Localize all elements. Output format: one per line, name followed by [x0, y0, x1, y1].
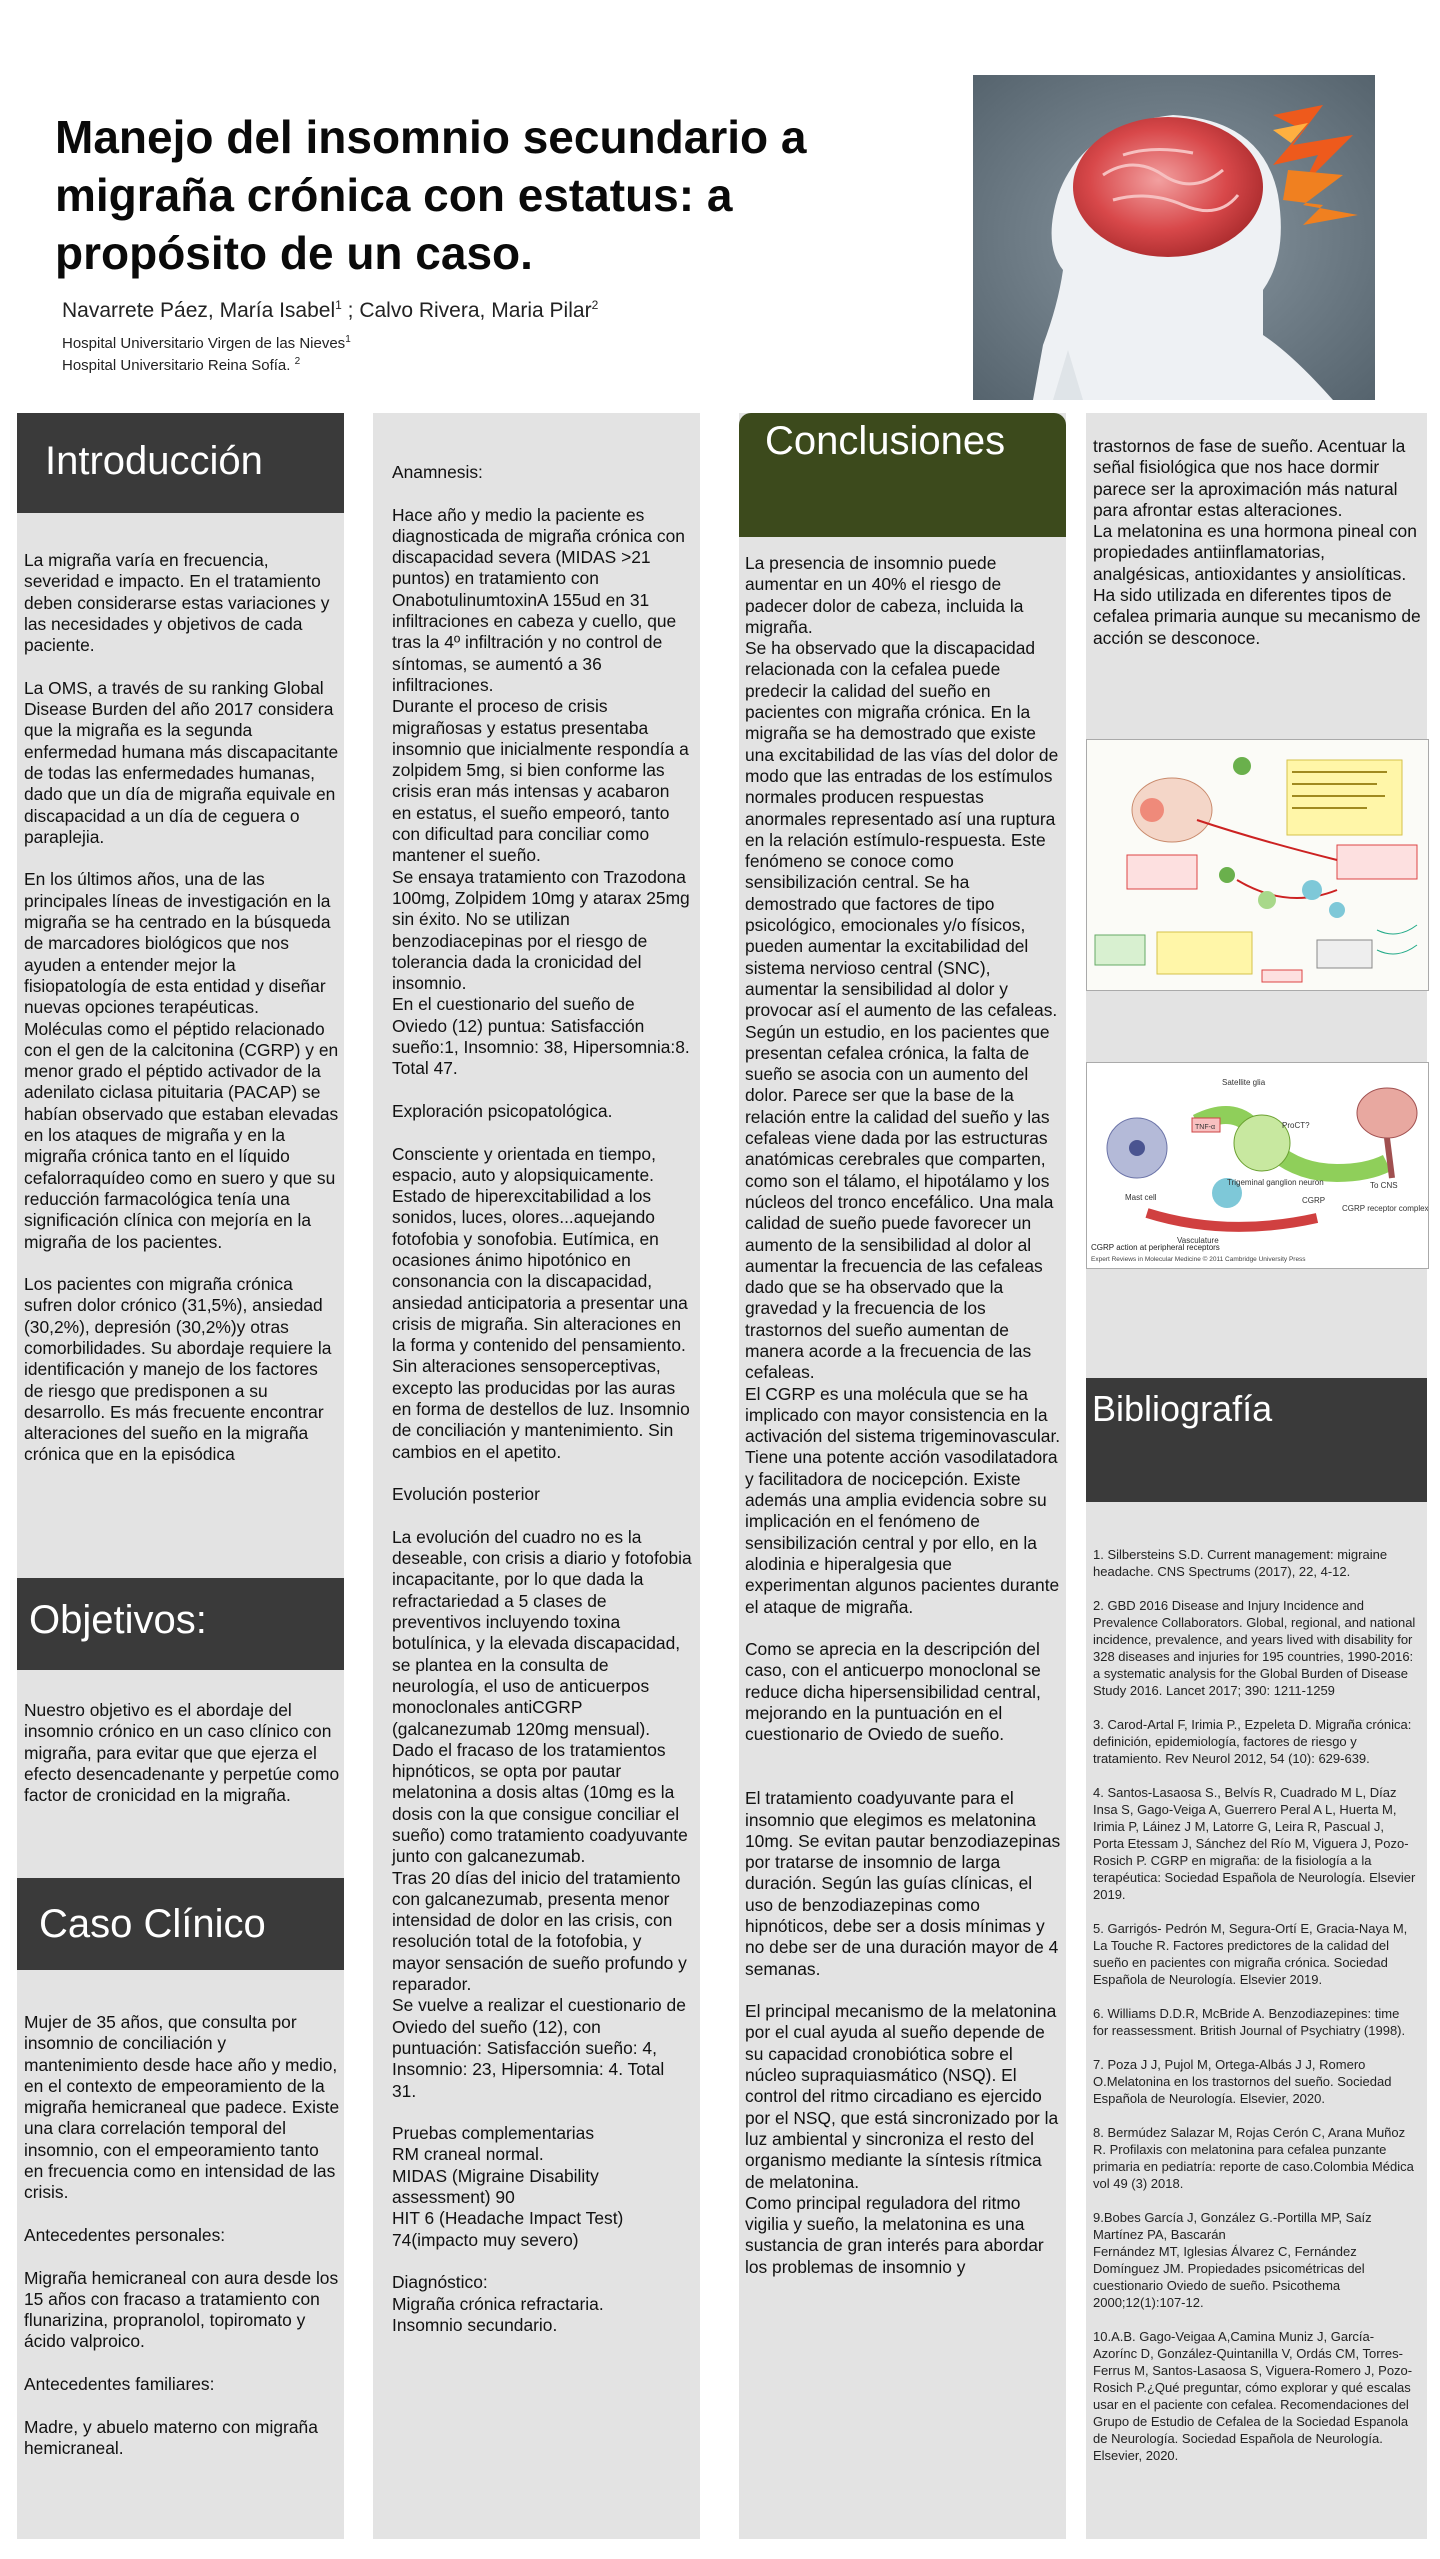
intro-paragraph: Los pacientes con migraña crónica sufren dolor crónico (31,5%), ansiedad (30,2%), depresión (30,2%)y otras comorbilidades. Su abordaje requiere la identificación y manejo de los factores de riesgo que predisponen a su desarrollo. Es más frecuente encontrar alteraciones del sueño en la migraña crónica que en la episódica: [24, 1274, 332, 1465]
fig2-caption-source: Expert Reviews in Molecular Medicine © 2011 Cambridge University Press: [1091, 1256, 1306, 1263]
head-migraine-lightning-image: [973, 75, 1375, 400]
fig2-label-tnf: TNF-α: [1195, 1124, 1215, 1131]
intro-paragraph: La OMS, a través de su ranking Global Disease Burden del año 2017 considera que la migraña es la segunda enfermedad humana más discapacitante de todas las enfermedades humanas, dado que un día de migraña equivale en discapacidad a un día de ceguera o paraplejia.: [24, 677, 339, 847]
reference-item: 1. Silbersteins S.D. Current management: migraine headache. CNS Spectrums (2017), 22, 4-12.: [1093, 1547, 1388, 1579]
objetivos-header: [17, 1578, 344, 1670]
fig2-label-glia: Satellite glia: [1222, 1078, 1266, 1087]
antecedentes-personales-title: Antecedentes personales:: [24, 2224, 226, 2245]
conclusiones-heading: Conclusiones: [765, 419, 1006, 463]
fig2-label-to-cns: To CNS: [1370, 1181, 1398, 1190]
intro-body: [24, 550, 342, 1466]
caso-heading: Caso Clínico: [39, 1902, 266, 1946]
conclusiones-paragraph: La presencia de insomnio puede aumentar en un 40% el riesgo de padecer dolor de cabeza, incluida la migraña. Se ha observado que la discapacidad relacionada con la cefalea puede predecir la calidad del sueño en pacientes con migraña crónica. En la migraña se ha demostrado que existe una excitabilidad de las vías del dolor de modo que las entradas de los estímulos normales producen respuestas anormales representado así una ruptura en la relación estímulo-respuesta. Este fenómeno se conoce como sensibilización central. Se ha demostrado que factores de tipo psicológico, emocionales y/o físicos, pueden aumentar la excitabilidad del sistema nervioso central (SNC), aumentar la sensibilidad al dolor y provocar así el aumento de las cefaleas. Según un estudio, en los pacientes que presentan cefalea crónica, la falta de sueño se asocia con un aumento del dolor. Parece ser que la base de la relación entre la calidad del sueño y las cefaleas viene dada por las estructuras anatómicas cerebrales que comparten, como son el tálamo, el hipotálamo y los núcleos del tronco encefálico. Una mala calidad de sueño puede favorecer un aumento de la sensibilidad al dolor al aumentar la frecuencia de las cefaleas dado que se ha observado que la gravedad y la frecuencia de los trastornos del sueño aumentan de manera acorde a la frecuencia de las cefaleas. El CGRP es una molécula que se ha implicado con mayor consistencia en la activación del sistema trigeminovascular. Tiene una potente acción vasodilatadora y facilitadora de nocicepción. Existe además una amplia evidencia sobre su implicación en el fenómeno de sensibilización central y por ello, en la alodinia e hiperalgesia que experimentan algunos pacientes durante el ataque de migraña.: [745, 553, 1061, 1617]
anamnesis-paragraph: Hace año y medio la paciente es diagnosticada de migraña crónica con discapacidad severa (MIDAS >21 puntos) en tratamiento con OnabotulinumtoxinA 155ud en 31 infiltraciones en cabeza y cuello, que tras la 4º infiltración y no control de síntomas, se aumentó a 36 infiltraciones. Durante el proceso de crisis migrañosas y estatus presentaba insomnio que inicialmente respondía a zolpidem 5mg, si bien conforme las crisis eran más intensas y acabaron en estatus, el sueño empeoró, tanto con dificultad para conciliar como mantener el sueño. Se ensaya tratamiento con Trazodona 100mg, Zolpidem 10mg y atarax 25mg sin éxito. No se utilizan benzodiacepinas por el riesgo de tolerancia dada la cronicidad del insomnio. En el cuestionario del sueño de Oviedo (12) puntua: Satisfacción sueño:1, Insomnio: 38, Hipersomnia:8. Total 47.: [392, 504, 690, 1079]
exploracion-title: Exploración psicopatológica.: [392, 1100, 613, 1121]
hospital-1-sup: 1: [345, 334, 351, 345]
bibliografia-heading: Bibliografía: [1092, 1388, 1273, 1429]
reference-item: 7. Poza J J, Pujol M, Ortega-Albás J J, Romero O.Melatonina en los trastornos del sueño. Sociedad Española de Neurología. Elsevier, 2020.: [1093, 2057, 1392, 2106]
reference-item: 2. GBD 2016 Disease and Injury Incidence and Prevalence Collaborators. Global, regional, and national incidence, prevalence, and years lived with disability for 328 diseases and injuries for 195 countries, 1990-2016: a systematic analysis for the Global Burden of Disease Study 2016. Lancet 2017; 390: 1211-1259: [1093, 1598, 1416, 1698]
hospital-2: [62, 356, 300, 374]
anamnesis-title: Anamnesis:: [392, 462, 483, 482]
caso-paragraph: Mujer de 35 años, que consulta por insomnio de conciliación y mantenimiento desde hace año y medio, en el contexto de empeoramiento de la migraña hemicraneal que padece. Existe una clara correlación temporal del insomnio, con el empeoramiento tanto en frecuencia como en intensidad de las crisis.: [24, 2012, 340, 2203]
reference-item: 3. Carod-Artal F, Irimia P., Ezpeleta D. Migraña crónica: definición, epidemiología, factores de riesgo y tratamiento. Rev Neurol 2012, 54 (10): 629-639.: [1093, 1717, 1412, 1766]
objetivos-body: [24, 1700, 342, 1806]
reference-item: 5. Garrigós- Pedrón M, Segura-Ortí E, Gracia-Naya M, La Touche R. Factores predictores de la calidad del sueño en pacientes con migraña crónica. Sociedad Española de Neurología. Elsevier 2019.: [1093, 1921, 1408, 1987]
fig2-caption-title: CGRP action at peripheral receptors: [1091, 1243, 1220, 1252]
fig2-label-cgrp: CGRP: [1302, 1196, 1326, 1205]
intro-header: [17, 413, 344, 513]
cgrp-receptor-diagram: [1086, 1062, 1429, 1269]
intro-paragraph: La migraña varía en frecuencia, severidad e impacto. En el tratamiento deben considerarse estas variaciones y las necesidades y objetivos de cada paciente.: [24, 550, 330, 656]
caso-paragraph: Madre, y abuelo materno con migraña hemicraneal.: [24, 2416, 318, 2458]
evolucion-paragraph: La evolución del cuadro no es la deseable, con crisis a diario y fotofobia incapacitante, por lo que dada la refractariedad a 5 clases de preventivos incluyendo toxina botulínica, y la elevada discapacidad, se plantea en la consulta de neurología, el uso de anticuerpos monoclonales antiCGRP (galcanezumab 120mg mensual). Dado el fracaso de los tratamientos hipnóticos, se opta por pautar melatonina a dosis altas (10mg es la dosis con la que consigue conciliar el sueño) como tratamiento coadyuvante junto con galcanezumab. Tras 20 días del inicio del tratamiento con galcanezumab, presenta menor intensidad de dolor en las crisis, con resolución total de la fotofobia, y mayor sensación de sueño profundo y reparador. Se vuelve a realizar el cuestionario de Oviedo del sueño (12), con puntuación: Satisfacción sueño: 4, Insomnio: 23, Hipersomnia: 4. Total 31.: [392, 1526, 692, 2101]
pruebas-paragraph: RM craneal normal. MIDAS (Migraine Disability assessment) 90 HIT 6 (Headache Impact Test) 74(impacto muy severo): [392, 2144, 624, 2250]
authors-line: [62, 298, 598, 323]
hospital-2-name: Hospital Universitario Reina Sofía.: [62, 357, 291, 374]
fig2-label-proct: ProCT?: [1282, 1121, 1310, 1130]
cgrp-pathway-diagram: [1086, 739, 1429, 991]
exploracion-paragraph: Consciente y orientada en tiempo, espacio, auto y alopsiquicamente. Estado de hiperexcitabilidad a los sonidos, luces, olores...aquejando fotofobia y sonofobia. Eutímica, en ocasiones ánimo hipotónico en consonancia con la discapacidad, ansiedad anticipatoria a presentar una crisis de migraña. Sin alteraciones en la forma y contenido del pensamiento. Sin alteraciones sensoperceptivas, excepto las producidas por las auras en forma de destellos de luz. Insomnio de conciliación y mantenimiento. Sin cambios en el apetito.: [392, 1143, 690, 1462]
conclusiones-header: [739, 413, 1066, 537]
pruebas-title: Pruebas complementarias: [392, 2123, 595, 2144]
fig2-label-vasculature: Vasculature: [1177, 1236, 1219, 1245]
conclusiones-body: [745, 553, 1061, 2278]
caso-body: [24, 2012, 342, 2459]
fig2-label-trigeminal: Trigeminal ganglion neuron: [1227, 1178, 1324, 1187]
objetivos-heading: Objetivos:: [29, 1598, 207, 1642]
caso-paragraph: Migraña hemicraneal con aura desde los 15 años con fracaso a tratamiento con flunarizina, propranolol, topiromato y ácido valproico.: [24, 2267, 339, 2352]
evolucion-title: Evolución posterior: [392, 1484, 540, 1505]
poster-title: Manejo del insomnio secundario a migraña crónica con estatus: a propósito de un caso.: [55, 111, 807, 279]
references-list: [1093, 1546, 1418, 2481]
bibliografia-header: [1086, 1378, 1427, 1502]
conclusiones-paragraph: El tratamiento coadyuvante para el insomnio que elegimos es melatonina 10mg. Se evitan pautar benzodiazepinas por tratarse de insomnio de larga duración. Según las guías clínicas, el uso de benzodiazepinas como hipnóticos, debe ser a dosis mínimas y no debe ser de una duración mayor de 4 semanas.: [745, 1788, 1061, 1979]
reference-item: 4. Santos-Lasaosa S., Belvís R, Cuadrado M L, Díaz Insa S, Gago-Veiga A, Guerrero Peral A L, Huerta M, Irimia P, Láinez J M, Latorre G, Leira R, Pascual J, Porta Etessam J, Sánchez del Río M, Viguera J, Pozo-Rosich P. CGRP en migraña: de la fisiología a la terapéutica: Sociedad Española de Neurología. Elsevier 2019.: [1093, 1785, 1416, 1902]
author-2: Calvo Rivera, Maria Pilar: [359, 299, 592, 322]
conclusiones-paragraph: Como se aprecia en la descripción del caso, con el anticuerpo monoclonal se reduce dicha hipersensibilidad central, mejorando en la puntuación en el cuestionario de Oviedo de sueño.: [745, 1639, 1041, 1745]
conclusiones-continued-body: [1093, 436, 1423, 649]
reference-item: 10.A.B. Gago-Veigaa A,Camina Muniz J, García-Azorínc D, González-Quintanilla V, Ordás CM, Torres-Ferrus M, Santos-Lasaosa S, Viguera-Romero J, Pozo-Rosich P.¿Qué preguntar, cómo explorar y qué escalas usar en el paciente con cefalea. Recomendaciones del Grupo de Estudio de Cefalea de la Sociedad Espanola de Neurología. Sociedad Española de Neurología. Elsevier, 2020.: [1093, 2329, 1413, 2463]
hospital-1-name: Hospital Universitario Virgen de las Nieves: [62, 335, 346, 352]
diagnostico-paragraph: Migraña crónica refractaria. Insomnio secundario.: [392, 2293, 604, 2335]
column-case-details: [373, 413, 700, 2539]
diagnostico-title: Diagnóstico:: [392, 2272, 488, 2293]
author-1: Navarrete Páez, María Isabel: [62, 299, 336, 322]
column-intro: [17, 413, 344, 2539]
intro-paragraph: En los últimos años, una de las principales líneas de investigación en la migraña se ha centrado en la búsqueda de marcadores biológicos que nos ayuden a entender mejor la fisiopatología de esta entidad y diseñar nuevas opciones terapéuticas. Moléculas como el péptido relacionado con el gen de la calcitonina (CGRP) y en menor grado el péptido activador de la adenilato ciclasa pituitaria (PACAP) se habían observado que estaban elevadas en los ataques de migraña y en la migraña crónica tanto en el líquido cefalorraquídeo como en suero y que su reducción farmacológica tenía una significación clínica con mejoría en la migraña de los pacientes.: [24, 869, 339, 1252]
reference-item: 8. Bermúdez Salazar M, Rojas Cerón C, Arana Muñoz R. Profilaxis con melatonina para cefalea punzante primaria en pediatría: reporte de caso.Colombia Médica vol 49 (3) 2018.: [1093, 2125, 1414, 2191]
author-1-affiliation: 1: [335, 298, 342, 312]
antecedentes-familiares-title: Antecedentes familiares:: [24, 2374, 215, 2395]
fig2-label-mast-cell: Mast cell: [1125, 1193, 1157, 1202]
case-details-body: [392, 462, 692, 2336]
fig2-label-receptor: CGRP receptor complex: [1342, 1204, 1428, 1213]
hospital-2-sup: 2: [294, 356, 301, 367]
author-2-affiliation: 2: [591, 298, 599, 312]
column-conclusiones: [739, 413, 1066, 2539]
intro-heading: Introducción: [45, 439, 263, 483]
conclusiones-continued-paragraph: trastornos de fase de sueño. Acentuar la señal fisiológica que nos hace dormir parece ser la aproximación más natural para afrontar estas alteraciones. La melatonina es una hormona pineal con propiedades antiinflamatorias, analgésicas, antioxidantes y ansiolíticas. Ha sido utilizada en diferentes tipos de cefalea primaria aunque su mecanismo de acción se desconoce.: [1093, 436, 1421, 648]
reference-item: 9.Bobes García J, González G.-Portilla MP, Saíz Martínez PA, Bascarán Fernández MT, Iglesias Álvarez C, Fernández Domínguez JM. Propiedades psicométricas del cuestionario Oviedo de sueño. Psicothema 2000;12(1):107-12.: [1093, 2210, 1372, 2310]
column-bibliografia: [1086, 413, 1427, 2539]
reference-item: 6. Williams D.D.R, McBride A. Benzodiazepines: time for reassessment. British Journal of Psychiatry (1998).: [1093, 2006, 1406, 2038]
caso-header: [17, 1878, 344, 1970]
objetivos-paragraph: Nuestro objetivo es el abordaje del insomnio crónico en un caso clínico con migraña, para evitar que que ejerza el efecto desencadenante y perpetúe como factor de cronicidad en la migraña.: [24, 1700, 340, 1806]
hospital-1: [62, 334, 351, 352]
author-separator: ;: [341, 299, 360, 322]
conclusiones-paragraph: El principal mecanismo de la melatonina por el cual ayuda al sueño depende de su capacidad cronobiótica sobre el núcleo supraquiasmático (NSQ). El control del ritmo circadiano es ejercido por el NSQ, que está sincronizado por la luz ambiental y sincroniza el resto del organismo mediante la síntesis rítmica de melatonina. Como principal reguladora del ritmo vigilia y sueño, la melatonina es una sustancia de gran interés para abordar los problemas de insomnio y: [745, 2001, 1059, 2277]
